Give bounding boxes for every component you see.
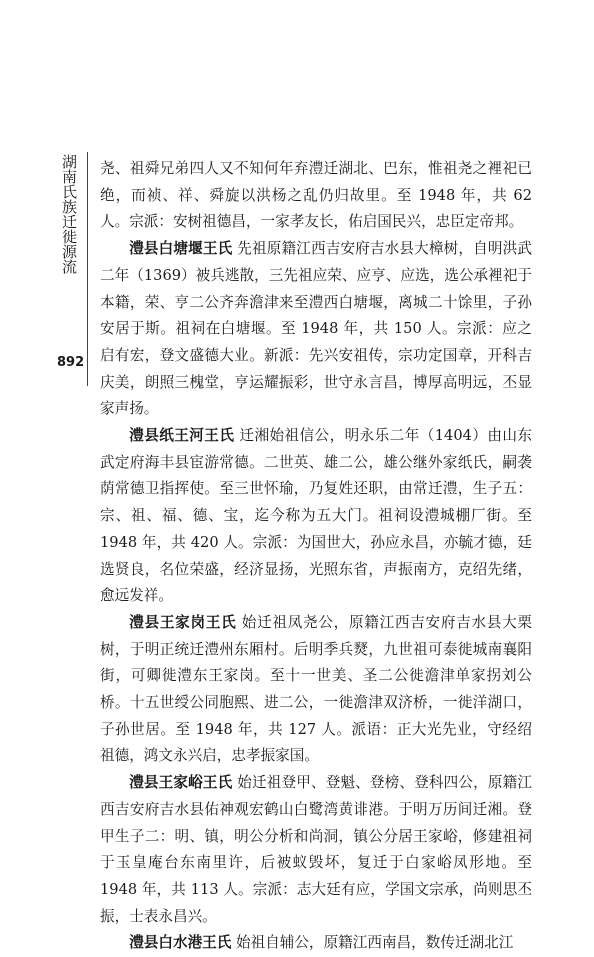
running-head-title: 湖南氏族迁徙源流 xyxy=(60,154,78,274)
entry-title: 澧县王家峪王氏 xyxy=(129,774,233,792)
entry-zhiwanghe xyxy=(100,423,532,610)
entry-text: 迁湘始祖信公，明永乐二年（1404）由山东武定府海丰县宦游常德。二世英、雄二公，雄公继外家纸氏，嗣袭荫常德卫指挥使。至三世怀瑜，乃复姓还职，由常迁澧，生子五：宗、祖、福、德、宝，迄今称为五大门。祖祠设澧城棚厂街。至 1948 年，共 420 人。宗派：为国世大，孙应永昌，亦毓才德，廷选贤良，名位荣盛，经济显扬，光照东省，声振南方，克绍先绪，愈远发祥。 xyxy=(100,427,532,605)
running-head-rule xyxy=(87,152,88,386)
entry-title: 澧县白塘堰王氏 xyxy=(129,240,233,258)
entry-title: 澧县王家岗王氏 xyxy=(129,613,237,631)
entry-text: 先祖原籍江西吉安府吉水县大樟树，自明洪武二年（1369）被兵逃散，三先祖应荣、应亨、应选，选公承裡祀于本籍，荣、亨二公齐奔澹津来至澧西白塘堰，离城二十馀里，子孙安居于斯。祖祠在白塘堰。至 1948 年，共 150 人。宗派：应之启有宏，登文盛德大业。新派：先兴安祖传，宗功定国章，开科吉庆美，朗照三槐堂，亨运耀振彩，世守永言昌，博厚高明远，丕显家声扬。 xyxy=(100,240,532,418)
entry-text: 始迁祖登甲、登魁、登榜、登科四公，原籍江西吉安府吉水县佑神观宏鹤山白鹭湾黄诽港。于明万历间迁湘。登甲生子二：明、镇，明公分析和尚洞，镇公分居王家峪，修建祖祠于玉皇庵台东南里许，后被蚁毁坏，复迁于白家峪凤形地。至 1948 年，共 113 人。宗派：志大廷有应，学国文宗承，尚则思丕振，士表永昌兴。 xyxy=(100,774,532,925)
paragraph-text: 尧、祖舜兄弟四人又不知何年弃澧迁湖北、巴东，惟祖尧之裡祀已绝，而祯、祥、舜旋以洪杨之乱仍归故里。至 1948 年，共 62 人。宗派：安树祖德昌，一家孝友长，佑启国民兴，忠臣定帝邦。 xyxy=(100,160,532,231)
entry-title: 澧县纸王河王氏 xyxy=(129,427,235,445)
entry-wangjiagang xyxy=(100,610,532,770)
entry-title: 澧县白水港王氏 xyxy=(129,934,232,952)
page-number: 892 xyxy=(57,355,85,370)
entry-baitangyan xyxy=(100,236,532,423)
entry-wangjiayu xyxy=(100,770,532,930)
page-body xyxy=(100,156,532,957)
entry-text: 始迁祖凤尧公，原籍江西吉安府吉水县大栗树，于明正统迁澧州东厢村。后明季兵燹，九世祖可泰徙城南襄阳街，可卿徙澧东王家岗。至十一世美、圣二公徙澹津单家拐刘公桥。十五世绶公同胞熙、进二公，一徙澹津双济桥，一徙洋湖口，子孙世居。至 1948 年，共 127 人。派语：正大光先业，守经绍祖德，鸿文永兴启，忠孝振家国。 xyxy=(100,613,532,765)
entry-baishuigang xyxy=(100,930,532,957)
paragraph-continued xyxy=(100,156,532,236)
entry-text: 始祖自辅公，原籍江西南昌，数传迁湖北江 xyxy=(236,934,514,952)
